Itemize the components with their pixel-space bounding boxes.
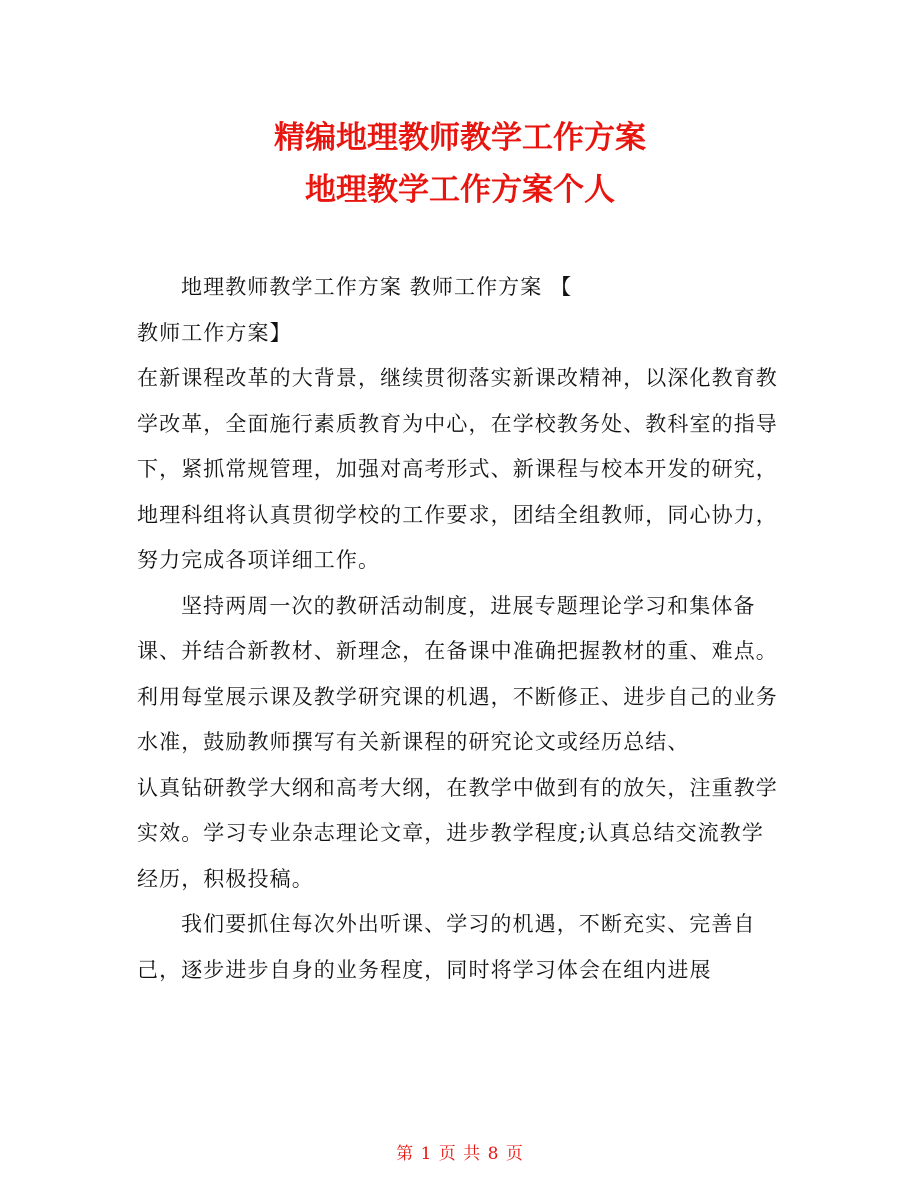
paragraph-background: 在新课程改革的大背景，继续贯彻落实新课改精神，以深化教育教学改革，全面施行素质教育为中心，在学校教务处、教科室的指导下，紧抓常规管理，加强对高考形式、新课程与校本开发的研究，地理科组将认真贯彻学校的工作要求，团结全组教师，同心协力，努力完成各项详细工作。 — [137, 366, 778, 572]
page-number-footer: 第 1 页 共 8 页 — [396, 1144, 524, 1164]
document-title: 精编地理教师教学工作方案 — [274, 120, 646, 156]
paragraph-syllabus-study: 认真钻研教学大纲和高考大纲，在教学中做到有的放矢，注重教学实效。学习专业杂志理论文章，进步教学程度;认真总结交流教学经历，积极投稿。 — [137, 775, 778, 891]
document-body — [137, 265, 785, 993]
paragraph-learning-opportunities: 我们要抓住每次外出听课、学习的机遇，不断充实、完善自己，逐步进步自身的业务程度，同时将学习体会在组内进展 — [137, 912, 756, 982]
paragraph-intro-heading: 地理教师教学工作方案 教师工作方案 【 — [181, 275, 573, 299]
paragraph-intro-heading-cont: 教师工作方案】 — [137, 320, 292, 345]
paragraph-teaching-research: 坚持两周一次的教研活动制度，进展专题理论学习和集体备课、并结合新教材、新理念，在备课中准确把握教材的重、难点。利用每堂展示课及教学研究课的机遇，不断修正、进步自己的业务水准，鼓励教师撰写有关新课程的研究论文或经历总结、 — [137, 593, 778, 754]
document-subtitle: 地理教学工作方案个人 — [305, 172, 615, 208]
